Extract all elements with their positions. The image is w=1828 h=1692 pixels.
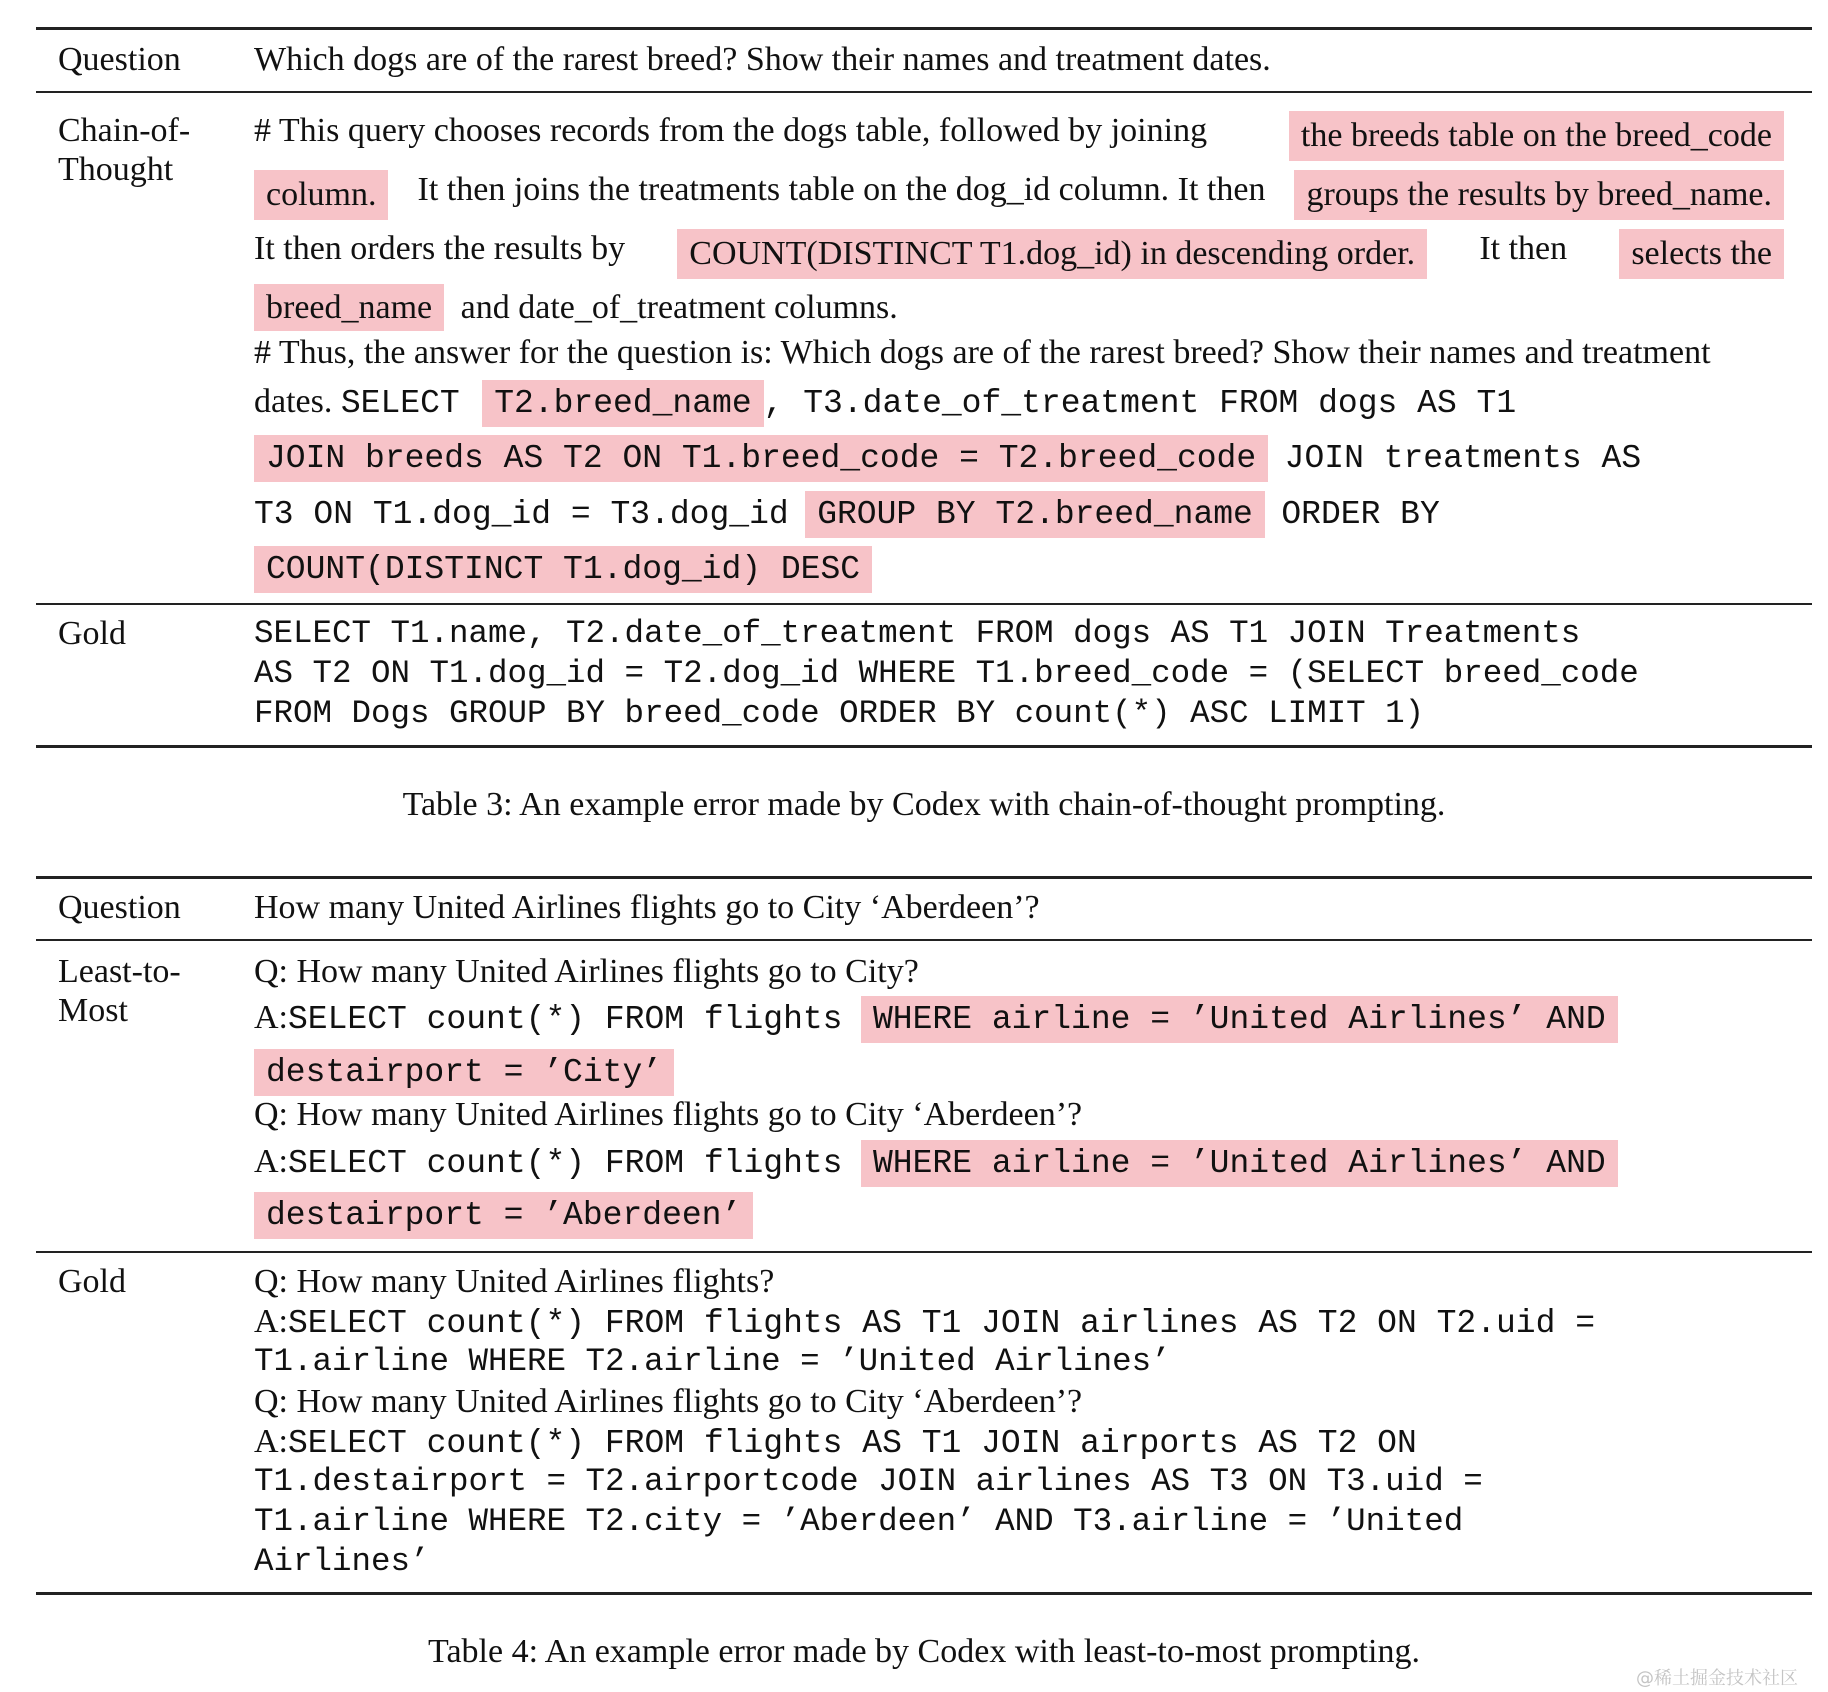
cot-code: SELECT (340, 385, 460, 422)
table3-top-rule (36, 27, 1812, 30)
ltm-highlight: WHERE airline = ’United Airlines’ AND (861, 1140, 1618, 1187)
cot-line-3 (254, 229, 1784, 279)
gold-a2-line-1 (254, 1422, 1417, 1464)
ltm-q1: Q: How many United Airlines flights go to City? (254, 953, 919, 990)
table3-gold-line-2: AS T2 ON T1.dog_id = T2.dog_id WHERE T1.breed_code = (SELECT breed_code (254, 655, 1639, 692)
table3-gold-line-3: FROM Dogs GROUP BY breed_code ORDER BY count(*) ASC LIMIT 1) (254, 695, 1425, 732)
ltm-answer-prefix: A: (254, 1143, 288, 1180)
ltm-answer-prefix: A: (254, 999, 288, 1036)
ltm-code: SELECT count(*) FROM flights (288, 1145, 843, 1182)
cot-line-8 (254, 493, 1440, 535)
table3-cot-rule (36, 603, 1812, 605)
gold-q1: Q: How many United Airlines flights? (254, 1263, 775, 1300)
table4-question-text: How many United Airlines flights go to City ‘Aberdeen’? (254, 889, 1040, 926)
gold-a1-line-2: T1.airline WHERE T2.airline = ’United Airlines’ (254, 1343, 1171, 1380)
cot-line-4 (254, 288, 898, 328)
table3-question-text: Which dogs are of the rarest breed? Show their names and treatment dates. (254, 41, 1271, 78)
cot-line-2 (254, 170, 1784, 220)
cot-text: It then joins the treatments table on the dog_id column. It then (417, 171, 1266, 208)
gold-answer-prefix: A: (254, 1423, 288, 1460)
gold-q2: Q: How many United Airlines flights go to City ‘Aberdeen’? (254, 1383, 1083, 1420)
cot-text: It then (1479, 230, 1568, 267)
ltm-highlight: WHERE airline = ’United Airlines’ AND (861, 996, 1618, 1043)
cot-highlight: T2.breed_name (482, 380, 763, 427)
cot-highlight: column. (254, 170, 388, 220)
gold-code: SELECT count(*) FROM flights AS T1 JOIN airlines AS T2 ON T2.uid = (288, 1305, 1596, 1342)
gold-a1-line-1 (254, 1302, 1595, 1344)
table4-bottom-rule (36, 1592, 1812, 1595)
cot-code: JOIN treatments AS (1284, 440, 1642, 477)
cot-line-6 (254, 382, 1516, 424)
table4-ltm-label-line2: Most (58, 992, 128, 1029)
cot-text: dates. (254, 383, 333, 420)
table3-question-label: Question (58, 41, 181, 78)
table4-ltm-rule (36, 1251, 1812, 1253)
cot-line-5: # Thus, the answer for the question is: Which dogs are of the rarest breed? Show their names and treatment (254, 334, 1711, 371)
ltm-a2-line-2 (254, 1194, 753, 1236)
table4-ltm-label (58, 952, 248, 1030)
cot-text: and date_of_treatment columns. (460, 289, 898, 326)
cot-highlight: JOIN breeds AS T2 ON T1.breed_code = T2.breed_code (254, 435, 1268, 482)
ltm-highlight: destairport = ’Aberdeen’ (254, 1192, 753, 1239)
table4-caption: Table 4: An example error made by Codex with least-to-most prompting. (428, 1633, 1420, 1670)
table3-cot-label-line1: Chain-of- (58, 112, 191, 149)
table3-cot-label-line2: Thought (58, 151, 174, 188)
gold-a2-line-2: T1.destairport = T2.airportcode JOIN airlines AS T3 ON T3.uid = (254, 1463, 1483, 1500)
ltm-highlight: destairport = ’City’ (254, 1049, 674, 1096)
cot-line-1 (254, 111, 1784, 161)
ltm-q2: Q: How many United Airlines flights go to City ‘Aberdeen’? (254, 1096, 1083, 1133)
cot-line-7 (254, 437, 1641, 479)
ltm-a1-line-1 (254, 998, 1618, 1040)
table3-cot-label (58, 111, 248, 189)
cot-line-9 (254, 548, 872, 590)
cot-highlight: groups the results by breed_name. (1294, 170, 1784, 220)
cot-text: It then orders the results by (254, 230, 626, 267)
ltm-code: SELECT count(*) FROM flights (288, 1001, 843, 1038)
table3-gold-line-1: SELECT T1.name, T2.date_of_treatment FROM dogs AS T1 JOIN Treatments (254, 615, 1581, 652)
cot-highlight: GROUP BY T2.breed_name (805, 491, 1265, 538)
table4-question-label: Question (58, 889, 181, 926)
cot-code: ORDER BY (1281, 496, 1440, 533)
ltm-a2-line-1 (254, 1142, 1618, 1184)
table4-top-rule (36, 876, 1812, 879)
table4-gold-label: Gold (58, 1263, 126, 1300)
cot-highlight: COUNT(DISTINCT T1.dog_id) DESC (254, 546, 872, 593)
watermark: @稀土掘金技术社区 (1636, 1668, 1798, 1689)
cot-highlight: COUNT(DISTINCT T1.dog_id) in descending order. (677, 229, 1427, 279)
ltm-a1-line-2 (254, 1051, 674, 1093)
table3-question-rule (36, 91, 1812, 93)
gold-a2-line-4: Airlines’ (254, 1543, 430, 1580)
gold-answer-prefix: A: (254, 1303, 288, 1340)
gold-code: SELECT count(*) FROM flights AS T1 JOIN airports AS T2 ON (288, 1425, 1417, 1462)
table4-ltm-label-line1: Least-to- (58, 953, 181, 990)
cot-highlight: the breeds table on the breed_code (1289, 111, 1784, 161)
cot-text: # This query chooses records from the dogs table, followed by joining (254, 112, 1208, 149)
table3-caption: Table 3: An example error made by Codex with chain-of-thought prompting. (402, 786, 1446, 823)
cot-code: T3 ON T1.dog_id = T3.dog_id (254, 496, 789, 533)
table3-bottom-rule (36, 745, 1812, 748)
cot-highlight: selects the (1619, 229, 1784, 279)
table3-gold-label: Gold (58, 615, 126, 652)
table4-question-rule (36, 939, 1812, 941)
gold-a2-line-3: T1.airline WHERE T2.city = ’Aberdeen’ AND T3.airline = ’United (254, 1503, 1464, 1540)
cot-code: , T3.date_of_treatment FROM dogs AS T1 (763, 385, 1517, 422)
cot-highlight: breed_name (254, 284, 444, 331)
